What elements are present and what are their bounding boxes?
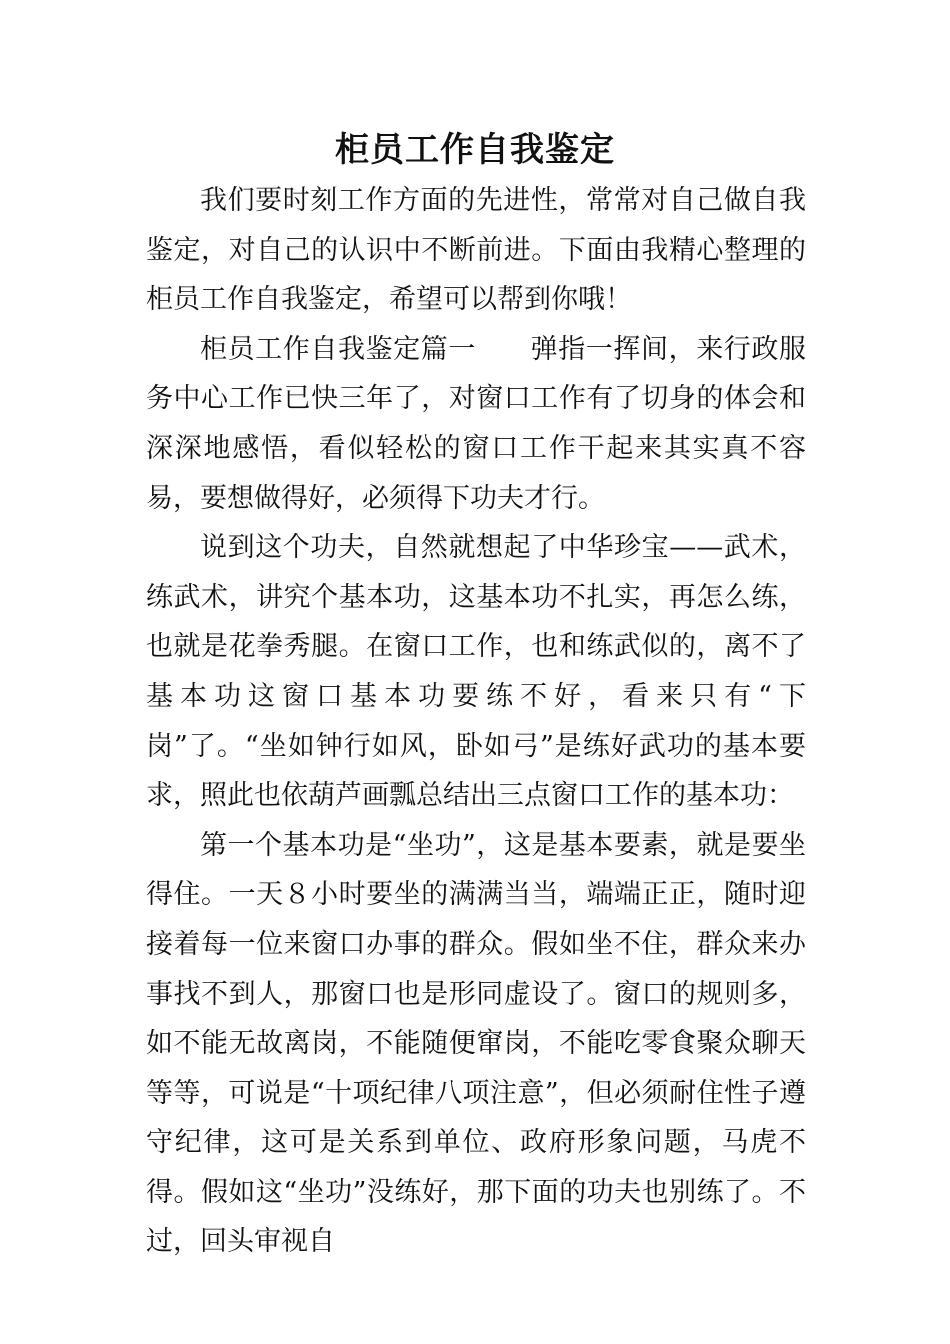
- intro-paragraph: 我们要时刻工作方面的先进性，常常对自己做自我鉴定，对自己的认识中不断前进。下面由我精心整理的柜员工作自我鉴定，希望可以帮到你哦！: [146, 185, 806, 316]
- kungfu-paragraph: 说到这个功夫，自然就想起了中华珍宝——武术，练武术，讲究个基本功，这基本功不扎实，再怎么练，也就是花拳秀腿。在窗口工作，也和练武似的，离不了基本功这窗口基本功要练不好，看来只有“下岗”了。“坐如钟行如风，卧如弓”是练好武功的基本要求，照此也依葫芦画瓢总结出三点窗口工作的基本功：: [146, 532, 806, 812]
- document-body: [146, 176, 806, 1267]
- section-heading: 柜员工作自我鉴定篇一: [200, 333, 476, 365]
- section-paragraph: [146, 325, 806, 523]
- sitting-skill-paragraph: 第一个基本功是“坐功”，这是基本要素，就是要坐得住。一天８小时要坐的满满当当，端端正正，随时迎接着每一位来窗口办事的群众。假如坐不住，群众来办事找不到人，那窗口也是形同虚设了。窗口的规则多，如不能无故离岗，不能随便窜岗，不能吃零食聚众聊天等等，可说是“十项纪律八项注意”，但必须耐住性子遵守纪律，这可是关系到单位、政府形象问题，马虎不得。假如这“坐功”没练好，那下面的功夫也别练了。不过，回头审视自: [146, 829, 806, 1258]
- document-title: 柜员工作自我鉴定: [335, 130, 615, 170]
- section-text: 弹指一挥间，来行政服务中心工作已快三年了，对窗口工作有了切身的体会和深深地感悟，看似轻松的窗口工作干起来其实真不容易，要想做得好，必须得下功夫才行。: [146, 333, 806, 514]
